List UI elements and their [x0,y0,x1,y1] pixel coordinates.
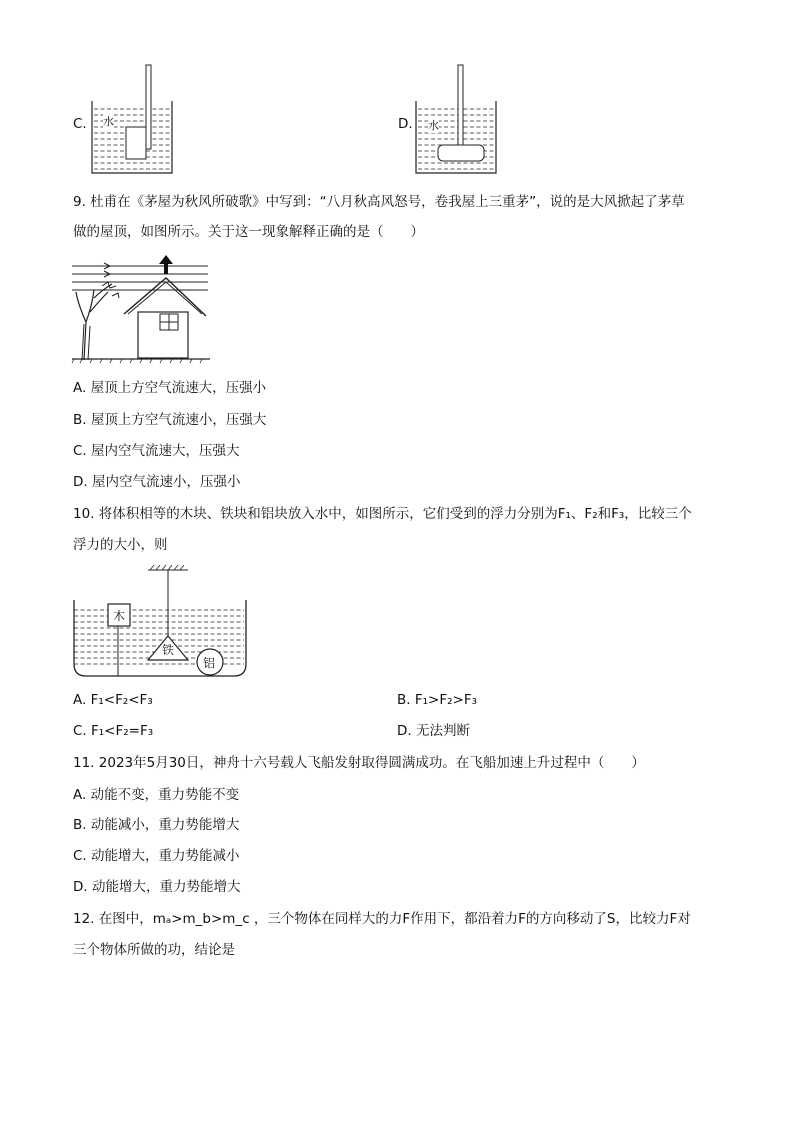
q9-option-b: B. 屋顶上方空气流速小，压强大 [73,412,267,428]
q11-option-c: C. 动能增大，重力势能减小 [73,848,240,864]
q11-option-a: A. 动能不变，重力势能不变 [73,787,240,803]
q8-water-label-d: 水 [428,119,439,132]
q12-stem-line2: 三个物体所做的功，结论是 [73,942,235,958]
q10-option-c: C. F₁<F₂=F₃ [73,723,154,739]
q10-stem-line2: 浮力的大小，则 [73,537,168,553]
q11-option-d: D. 动能增大，重力势能增大 [73,879,241,895]
q10-option-a: A. F₁<F₂<F₃ [73,692,153,708]
q10-figure-buoyancy [72,564,252,682]
q8-option-d-label: D. [398,116,413,132]
q11-stem: 11. 2023年5月30日，神舟十六号载人飞船发射取得圆满成功。在飞船加速上升过程中（ ） [73,755,645,771]
q9-figure-house-wind [72,252,212,364]
q11-option-b: B. 动能减小，重力势能增大 [73,817,240,833]
q9-option-d: D. 屋内空气流速小，压强小 [73,474,241,490]
q9-option-a: A. 屋顶上方空气流速大，压强小 [73,380,267,396]
q10-aluminum-label: 铝 [203,656,216,670]
q9-option-c: C. 屋内空气流速大，压强大 [73,443,240,459]
q8-option-c-label: C. [73,116,87,132]
q10-wood-label: 木 [113,609,126,623]
q10-stem-line1: 10. 将体积相等的木块、铁块和铝块放入水中，如图所示，它们受到的浮力分别为F₁、F₂和F₃，比较三个 [73,506,692,522]
q10-option-b: B. F₁>F₂>F₃ [397,692,477,708]
q8-water-label-c: 水 [103,115,114,128]
q9-stem-line1: 9. 杜甫在《茅屋为秋风所破歌》中写到：“八月秋高风怒号，卷我屋上三重茅”，说的是大风掀起了茅草 [73,194,685,210]
q10-iron-label: 铁 [162,643,175,657]
q9-stem-line2: 做的屋顶，如图所示。关于这一现象解释正确的是（ ） [73,224,424,240]
q12-stem-line1: 12. 在图中，mₐ>m_b>m_c ，三个物体在同样大的力F作用下，都沿着力F的方向移动了S，比较力F对 [73,911,691,927]
q10-option-d: D. 无法判断 [397,723,470,739]
